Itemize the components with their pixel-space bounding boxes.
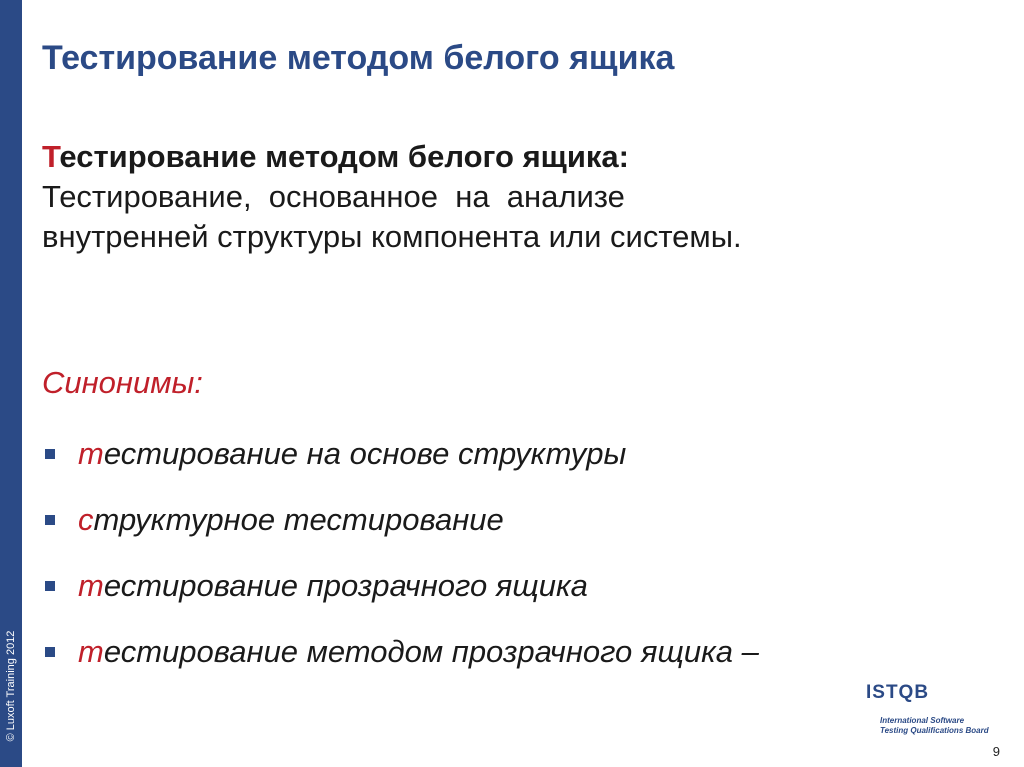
- slide-title: Тестирование методом белого ящика: [42, 39, 675, 77]
- definition-term: [42, 137, 742, 177]
- logo-subtitle-line-1: International Software: [880, 716, 965, 725]
- synonym-rest: естирование на основе структуры: [103, 436, 627, 471]
- synonym-first-letter: т: [78, 568, 104, 603]
- definition-line-1: Тестирование, основанное на анализе: [42, 179, 625, 214]
- istqb-logo: [848, 668, 990, 742]
- synonyms-heading: Синонимы:: [42, 365, 203, 400]
- sidebar-copyright-container: [0, 0, 22, 767]
- copyright-text: © Luxoft Training 2012: [5, 630, 17, 742]
- synonym-rest: труктурное тестирование: [93, 502, 504, 537]
- synonym-item: [42, 494, 759, 560]
- logo-subtitle-line-2: Testing Qualifications Board: [880, 726, 989, 735]
- definition-term-first-letter: Т: [42, 139, 60, 174]
- synonym-first-letter: т: [78, 436, 104, 471]
- synonym-item: [42, 560, 759, 626]
- definition-block: [42, 137, 742, 257]
- square-bullet-icon: [45, 581, 55, 591]
- square-bullet-icon: [45, 515, 55, 525]
- definition-term-rest: естирование методом белого ящика:: [59, 139, 629, 174]
- page-number: 9: [992, 744, 1000, 759]
- definition-line-2: внутренней структуры компонента или системы.: [42, 219, 742, 254]
- synonyms-list: [42, 428, 759, 692]
- square-bullet-icon: [45, 449, 55, 459]
- synonym-item: [42, 626, 759, 692]
- synonym-item: [42, 428, 759, 494]
- logo-wordmark: ISTQB: [866, 682, 930, 703]
- synonym-rest: естирование методом прозрачного ящика –: [103, 634, 759, 669]
- synonym-first-letter: т: [78, 634, 104, 669]
- synonym-rest: естирование прозрачного ящика: [103, 568, 588, 603]
- square-bullet-icon: [45, 647, 55, 657]
- synonym-first-letter: с: [78, 502, 94, 537]
